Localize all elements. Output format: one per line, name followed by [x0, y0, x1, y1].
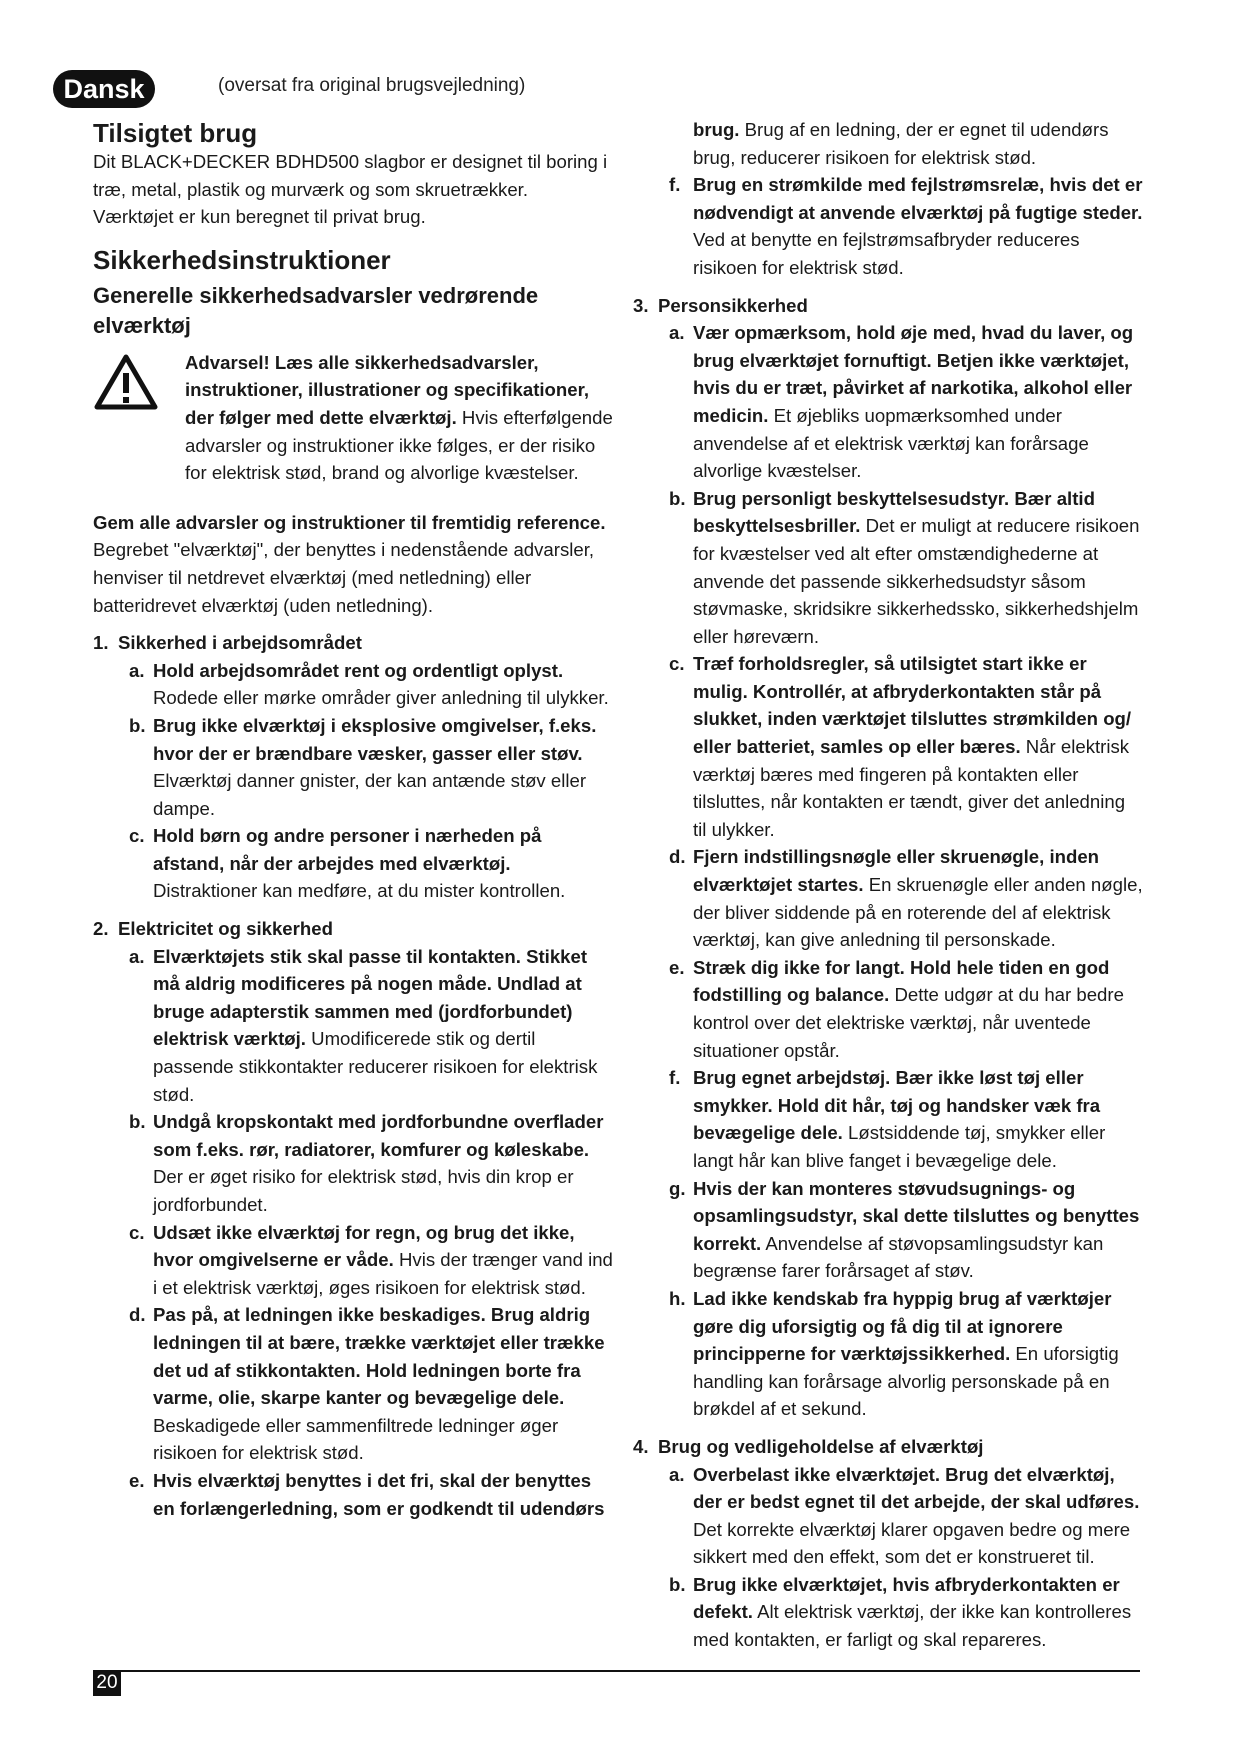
item-text: Når elektrisk værktøj bæres med fingeren på kontakten eller tilsluttes, når kontakten er tændt, giver det anledning til ulykker. — [693, 736, 1130, 840]
section — [93, 915, 613, 1522]
item-bold: Elværktøjets stik skal passe til kontakten. Stikket må aldrig modificeres på nogen måde. Undlad at bruge adapterstik sammen med (jordforbundet) elektrisk værktøj. — [153, 945, 588, 1050]
warning-bold: Advarsel! Læs alle sikkerhedsadvarsler, instruktioner, illustrationer og specifikationer, der følger med dette elværktøj. — [185, 351, 589, 428]
section — [93, 629, 613, 905]
item-bold: Hvis der kan monteres støvudsugnings- og opsamlingsudstyr, skal dette tilsluttes og benyttes korrekt. — [693, 1177, 1140, 1254]
item-letter: a. — [669, 322, 685, 344]
item-letter: h. — [669, 1287, 686, 1309]
list-item — [669, 1175, 1143, 1285]
item-letter: c. — [129, 825, 145, 847]
item-letter: b. — [669, 487, 686, 509]
continuation-bold: brug. — [693, 119, 740, 140]
item-text: Distraktioner kan medføre, at du mister kontrollen. — [153, 880, 566, 902]
item-bold: Pas på, at ledningen ikke beskadiges. Brug aldrig ledningen til at bære, trække værktøjet eller trække det ud af stikkontakten. Hold ledningen borte fra varme, olie, skarpe kanter og bevægelige dele. — [153, 1304, 605, 1409]
item-letter: f. — [669, 1067, 681, 1089]
item-letter: a. — [669, 1463, 685, 1485]
keep-instructions-text: Begrebet "elværktøj", der benyttes i nedenstående advarsler, henviser til netdrevet elværktøj (med netledning) eller batteridrevet elværktøj (uden netledning). — [93, 539, 595, 616]
section-number: 1. — [93, 632, 109, 654]
item-letter: b. — [129, 714, 146, 736]
list-item — [669, 485, 1143, 651]
item-text: Det korrekte elværktøj klarer opgaven bedre og mere sikkert med den effekt, som det er konstrueret til. — [693, 1518, 1131, 1568]
item-text: Dette udgør at du har bedre kontrol over det elektriske værktøj, når uventede situationer opstår. — [693, 984, 1124, 1061]
left-column — [93, 118, 613, 1522]
list-item — [129, 1467, 613, 1522]
keep-instructions-bold: Gem alle advarsler og instruktioner til fremtidig reference. — [93, 511, 606, 533]
list-item — [129, 1301, 613, 1467]
section-title: Brug og vedligeholdelse af elværktøj — [658, 1435, 984, 1457]
item-text: Ved at benytte en fejlstrømsafbryder reduceres risikoen for elektrisk stød. — [693, 229, 1080, 278]
item-letter: e. — [669, 956, 685, 978]
item-bold: Brug ikke elværktøjet, hvis afbryderkontakten er defekt. — [693, 1573, 1120, 1623]
item-bold: Hvis elværktøj benyttes i det fri, skal der benyttes en forlængerledning, som er godkendt til udendørs — [153, 1469, 605, 1519]
section-title: Sikkerhed i arbejdsområdet — [118, 632, 362, 654]
page-number: 20 — [93, 1670, 121, 1696]
item-letter: c. — [669, 653, 685, 675]
item-text: Rodede eller mørke områder giver anledning til ulykker. — [153, 687, 609, 709]
item-bold: Hold arbejdsområdet rent og ordentligt oplyst. — [153, 659, 564, 681]
list-item — [669, 319, 1143, 485]
list-item — [669, 1285, 1143, 1423]
item-letter: d. — [669, 846, 686, 868]
list-item — [129, 822, 613, 905]
item-text: Løstsiddende tøj, smykker eller langt hår kan blive fanget i bevægelige dele. — [693, 1122, 1106, 1171]
language-badge: Dansk — [53, 70, 155, 108]
general-safety-title: Generelle sikkerhedsadvarsler vedrørende elværktøj — [93, 282, 539, 338]
warning-triangle-icon — [93, 349, 185, 487]
item-text: Et øjebliks uopmærksomhed under anvendelse af et elektrisk værktøj kan forårsage alvorlige kvæstelser. — [693, 404, 1089, 482]
item-text: Anvendelse af støvopsamlingsudstyr kan begrænse farer forårsaget af støv. — [693, 1232, 1104, 1282]
safety-title: Sikkerhedsinstruktioner — [93, 244, 391, 275]
item-bold: Stræk dig ikke for langt. Hold hele tiden en god fodstilling og balance. — [693, 956, 1110, 1006]
section — [633, 1433, 1143, 1654]
list-item — [669, 650, 1143, 843]
item-letter: e. — [129, 1469, 145, 1491]
section-title: Elektricitet og sikkerhed — [118, 918, 333, 940]
item-bold: Udsæt ikke elværktøj for regn, og brug det ikke, hvor omgivelserne er våde. — [153, 1221, 575, 1271]
item-bold: Hold børn og andre personer i nærheden på afstand, når der arbejdes med elværktøj. — [153, 825, 542, 874]
section-heading — [93, 629, 613, 657]
item-bold: Brug egnet arbejdstøj. Bær ikke løst tøj eller smykker. Hold dit hår, tøj og handsker væk fra bevægelige dele. — [693, 1067, 1101, 1144]
list-item — [129, 657, 613, 712]
list-item — [669, 1571, 1143, 1654]
item-bold: Fjern indstillingsnøgle eller skruenøgle, inden elværktøjet startes. — [693, 846, 1100, 896]
section-title: Personsikkerhed — [658, 294, 808, 316]
item-letter: f. — [669, 174, 681, 196]
list-item — [669, 843, 1143, 953]
list-item — [129, 1219, 613, 1302]
item-letter: d. — [129, 1304, 146, 1326]
item-bold: Overbelast ikke elværktøjet. Brug det elværktøj, der er bedst egnet til det arbejde, der skal udføres. — [693, 1463, 1140, 1513]
intended-use-title: Tilsigtet brug — [93, 118, 258, 148]
list-item — [129, 943, 613, 1109]
section — [633, 292, 1143, 1423]
item-text: Umodificerede stik og dertil passende stikkontakter reducerer risikoen for elektrisk stød. — [153, 1028, 598, 1105]
translation-note: (oversat fra original brugsvejledning) — [218, 75, 526, 96]
item-bold: Vær opmærksom, hold øje med, hvad du laver, og brug elværktøjet fornuftigt. Betjen ikke værktøjet, hvis du er træt, påvirket af narkotika, alkohol eller medicin. — [693, 322, 1134, 426]
item-letter: c. — [129, 1221, 145, 1243]
item-text: Elværktøj danner gnister, der kan antænde støv eller dampe. — [153, 770, 587, 819]
section-heading — [633, 292, 1143, 320]
right-sections — [633, 292, 1143, 1654]
footer-rule — [121, 1670, 1140, 1672]
item-bold: Brug en strømkilde med fejlstrømsrelæ, hvis det er nødvendigt at anvende elværktøj på fugtige steder. — [693, 174, 1143, 223]
list-item — [129, 1108, 613, 1218]
item-bold: Brug ikke elværktøj i eksplosive omgivelser, f.eks. hvor der er brændbare væsker, gasser eller støv. — [153, 714, 597, 764]
item-text: Det er muligt at reducere risikoen for kvæstelser ved alt efter omstændighederne at anvende det passende sikkerhedsudstyr såsom støvmaske, skridsikre sikkerhedssko, sikkerhedshjelm eller høreværn. — [693, 515, 1140, 647]
item-bold: Lad ikke kendskab fra hyppig brug af værktøjer gøre dig uforsigtig og få dig til at ignorere principperne for værktøjssikkerhed. — [693, 1287, 1112, 1365]
right-column — [633, 116, 1143, 1654]
item-text: En skruenøgle eller anden nøgle, der bliver siddende på en roterende del af elektrisk værktøj, kan give anledning til personskade. — [693, 874, 1143, 951]
item-bold: Brug personligt beskyttelsesudstyr. Bær altid beskyttelsesbriller. — [693, 487, 1095, 537]
item-letter: a. — [129, 659, 145, 681]
continuation-text: Brug af en ledning, der er egnet til udendørs brug, reducerer risikoen for elektrisk stød. — [693, 119, 1109, 168]
list-item — [129, 712, 613, 822]
item-letter: g. — [669, 1177, 686, 1199]
warning-block — [93, 349, 613, 487]
section-number: 3. — [633, 294, 649, 316]
warning-text: Hvis efterfølgende advarsler og instruktioner ikke følges, er der risiko for elektrisk stød, brand og alvorlige kvæstelser. — [185, 406, 613, 484]
item-text: Alt elektrisk værktøj, der ikke kan kontrolleres med kontakten, er farligt og skal repareres. — [693, 1601, 1132, 1651]
list-item — [669, 954, 1143, 1064]
item-bold: Undgå kropskontakt med jordforbundne overflader som f.eks. rør, radiatorer, komfurer og køleskabe. — [153, 1111, 604, 1160]
item-bold: Træf forholdsregler, så utilsigtet start ikke er mulig. Kontrollér, at afbryderkontakten står på slukket, inden værktøjet tilsluttes strømkilden og/ eller batteriet, samles op eller bæres. — [693, 653, 1132, 758]
list-item — [669, 1461, 1143, 1571]
item-letter: b. — [669, 1573, 686, 1595]
item-text: Hvis der trænger vand ind i et elektrisk værktøj, øges risikoen for elektrisk stød. — [153, 1249, 613, 1298]
item-letter: a. — [129, 945, 145, 967]
list-item — [669, 1064, 1143, 1174]
item-text: En uforsigtig handling kan forårsage alvorlig personskade på en brøkdel af et sekund. — [693, 1343, 1119, 1420]
section-number: 4. — [633, 1435, 649, 1457]
section-heading — [633, 1433, 1143, 1461]
section-heading — [93, 915, 613, 943]
continuation-item-e — [669, 116, 1143, 171]
left-sections — [93, 629, 613, 1522]
intended-use-text: Dit BLACK+DECKER BDHD500 slagbor er designet til boring i træ, metal, plastik og murværk og som skruetrækker. Værktøjet er kun beregnet til privat brug. — [93, 151, 608, 228]
item-text: Beskadigede eller sammenfiltrede ledninger øger risikoen for elektrisk stød. — [153, 1414, 559, 1464]
section-number: 2. — [93, 918, 109, 940]
item-text: Der er øget risiko for elektrisk stød, hvis din krop er jordforbundet. — [153, 1166, 574, 1215]
item-letter: b. — [129, 1111, 146, 1133]
item-2f — [669, 171, 1143, 281]
